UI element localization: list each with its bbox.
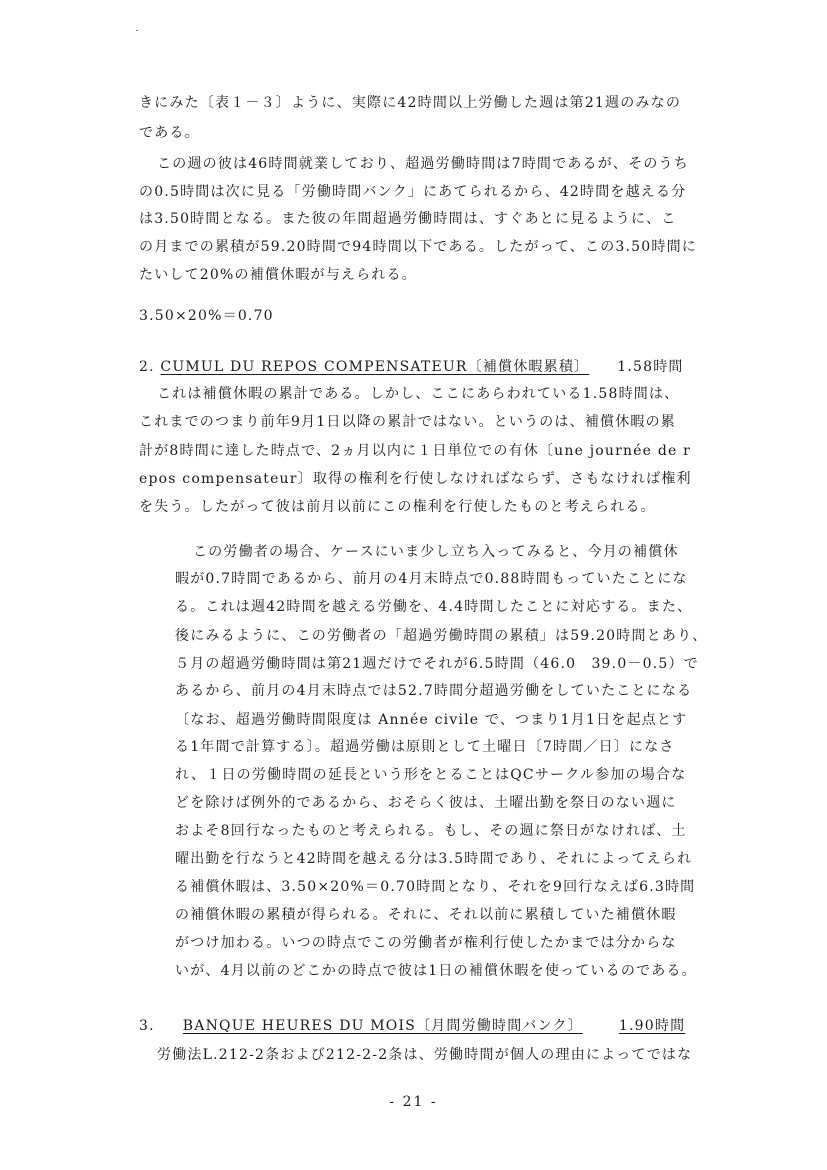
quote-text-line: どを除けば例外的であるから、おそらく彼は、土曜出勤を祭日のない週に [175, 795, 677, 811]
section-number: 3. [139, 1018, 155, 1034]
quote-text-line: れ、１日の労働時間の延長という形をとることはQCサークル参加の場合な [175, 767, 687, 783]
body-text-line: この週の彼は46時間就業しており、超過労働時間は7時間であるが、そのうち [157, 156, 689, 172]
formula: 3.50×20%＝0.70 [139, 308, 274, 324]
quote-text-line: 後にみるように、この労働者の「超過労働時間の累積」は59.20時間とあり、 [175, 628, 708, 644]
quote-text-line: る。これは週42時間を越える労働を、4.4時間したことに対応する。また、 [175, 599, 693, 615]
quote-text-line: あるから、前月の4月末時点では52.7時間分超過労働をしていたことになる [175, 683, 693, 699]
quote-text-line: この労働者の場合、ケースにいま少し立ち入ってみると、今月の補償休 [193, 544, 679, 560]
quote-text-line: いが、4月以前のどこかの時点で彼は1日の補償休暇を使っているのである。 [175, 963, 697, 979]
quote-text-line: がつけ加わる。いつの時点でこの労働者が権利行使したかまでは分からな [175, 935, 677, 951]
quote-text-line: る補償休暇は、3.50×20%＝0.70時間となり、それを9回行なえば6.3時間 [175, 879, 696, 895]
quote-text-line: の補償休暇の累積が得られる。それに、それ以前に累積していた補償休暇 [175, 907, 677, 923]
section-number: 2. [139, 359, 155, 375]
body-text-line: の0.5時間は次に見る「労働時間バンク」にあてられるから、42時間を越える分 [139, 184, 687, 200]
section-value: 1.58時間 [617, 359, 684, 375]
body-text-line: これまでのつまり前年9月1日以降の累計ではない。というのは、補償休暇の累 [139, 414, 677, 430]
section-value: 1.90時間 [618, 1018, 686, 1034]
body-text-line: きにみた〔表１－３〕ように、実際に42時間以上労働した週は第21週のみなの [139, 95, 682, 111]
section-title: CUMUL DU REPOS COMPENSATEUR〔補償休暇累積〕 [160, 359, 590, 375]
body-text-line: である。 [139, 125, 200, 141]
body-text-line: たいして20%の補償休暇が与えられる。 [139, 267, 417, 283]
page-number: - 21 - [389, 1094, 438, 1110]
body-text-line: これは補償休暇の累計である。しかし、ここにあらわれている1.58時間は、 [157, 386, 680, 402]
body-text-line: を失う。したがって彼は前月以前にこの権利を行使したものと考えられる。 [139, 499, 656, 515]
quote-text-line: 曜出勤を行なうと42時間を越える分は3.5時間であり、それによってえられ [175, 851, 693, 867]
body-text-line: 労働法L.212-2条および212-2-2条は、労働時間が個人の理由によってではな [157, 1047, 693, 1063]
body-text-line: は3.50時間となる。また彼の年間超過労働時間は、すぐあとに見るように、こ [139, 211, 677, 227]
scan-mark [136, 30, 138, 31]
quote-text-line: ５月の超過労働時間は第21週だけでそれが6.5時間（46.0 39.0－0.5）で [175, 656, 699, 672]
quote-text-line: 暇が0.7時間であるから、前月の4月末時点で0.88時間もっていたことにな [175, 571, 688, 587]
quote-text-line: 〔なお、超過労働時間限度は Année civile で、つまり1月1日を起点とす [175, 712, 688, 728]
section-heading [139, 1015, 685, 1035]
quote-text-line: る1年間で計算する〕。超過労働は原則として土曜日〔7時間／日〕になさ [175, 739, 675, 755]
body-text-line: の月までの累積が59.20時間で94時間以下である。したがって、この3.50時間に [139, 239, 697, 255]
body-text-line: 計が8時間に達した時点で、2ヵ月以内に１日単位での有休〔une journée de r [139, 443, 692, 459]
section-title: BANQUE HEURES DU MOIS〔月間労働時間バンク〕 [182, 1018, 583, 1034]
body-text-line: epos compensateur〕取得の権利を行使しなければならず、さもなければ権利 [139, 471, 692, 487]
section-heading [139, 356, 684, 376]
quote-text-line: およそ8回行なったものと考えられる。もし、その週に祭日がなければ、土 [175, 823, 687, 839]
